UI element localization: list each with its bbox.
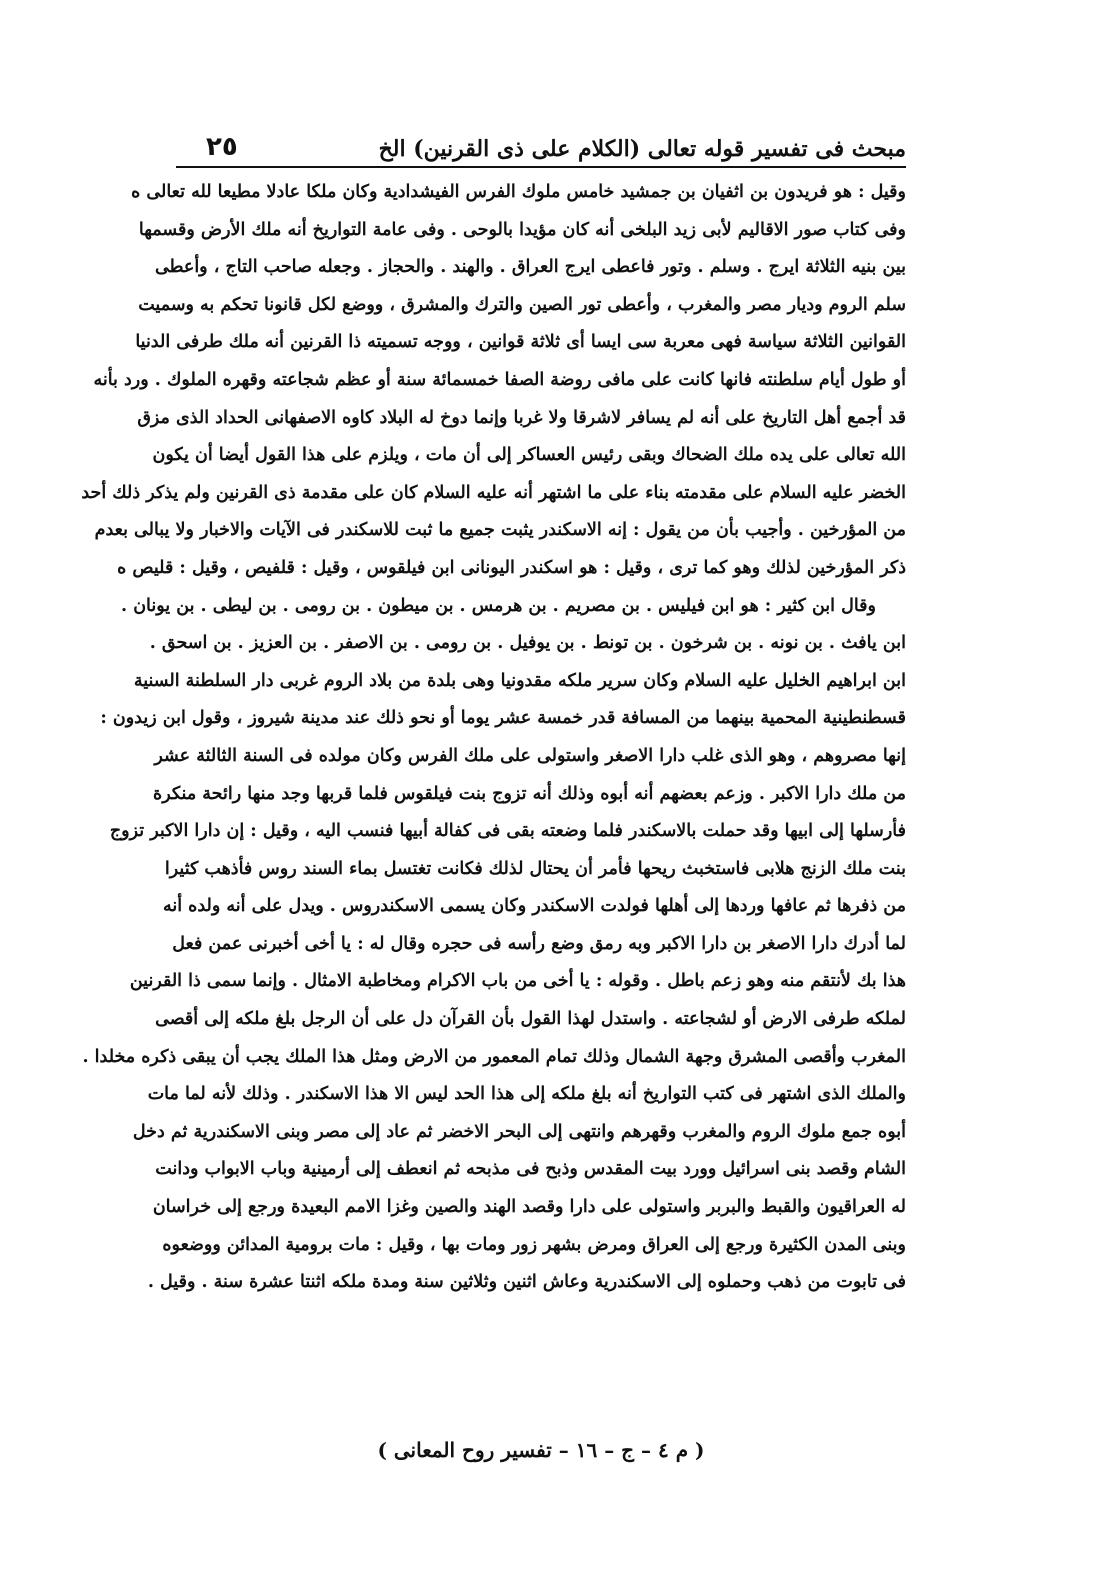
text-line: أبوه جمع ملوك الروم والمغرب وقهرهم وانتهى إلى البحر الاخضر ثم عاد إلى مصر وبنى الاسكندرية ثم دخل — [132, 1121, 906, 1142]
text-line: وفى كتاب صور الاقاليم لأبى زيد البلخى أنه كان مؤيدا بالوحى . وفى عامة التواريخ أنه ملك الأرض وقسمها — [138, 219, 906, 240]
text-line: وقال ابن كثير : هو ابن فيليس . بن مصريم . بن هرمس . بن ميطون . بن رومى . بن ليطى . بن يونان . — [121, 595, 876, 616]
text-line: لملكه طرفى الارض أو لشجاعته . واستدل لهذا القول بأن القرآن دل على أن الرجل بلغ ملكه إلى أقصى — [155, 1009, 906, 1030]
page-number: ٢٥ — [206, 132, 238, 162]
text-line: ابن ابراهيم الخليل عليه السلام وكان سرير ملكه مقدونيا وهى بلدة من بلاد الروم غربى دار السلطنة السنية — [133, 670, 906, 691]
text-line: القوانين الثلاثة سياسة فهى معربة سى ايسا أى ثلاثة قوانين ، ووجه تسميته ذا القرنين أنه ملك طرفى الدنيا — [135, 332, 906, 353]
body-text — [81, 174, 906, 1302]
text-line: ذكر المؤرخين لذلك وهو كما ترى ، وقيل : هو اسكندر اليونانى ابن فيلقوس ، وقيل : قلفيص ، وقيل : قليص ه — [117, 557, 906, 578]
text-line: الله تعالى على يده ملك الضحاك وبقى رئيس العساكر إلى أن مات ، ويلزم على هذا القول أيضا أن يكون — [152, 445, 906, 466]
signature-footer: ( م ٤ – ج – ١٦ – تفسير روح المعانى ) — [377, 1438, 705, 1462]
text-line: قد أجمع أهل التاريخ على أنه لم يسافر لاشرقا ولا غربا وإنما دوخ له البلاد كاوه الاصفهانى الحداد الذى مزق — [137, 407, 906, 428]
running-header-title: مبحث فى تفسير قوله تعالى (الكلام على ذى القرنين) الخ — [378, 136, 906, 162]
text-line: فأرسلها إلى ابيها وقد حملت بالاسكندر فلما وضعته بقى فى كفالة أبيها فنسب اليه ، وقيل : إن دارا الاكبر تزوج — [109, 821, 906, 842]
text-line: من ملك دارا الاكبر . وزعم بعضهم أنه أبوه وذلك أنه تزوج بنت فيلقوس فلما قربها وجد منها رائحة منكرة — [153, 783, 906, 804]
text-line: والملك الذى اشتهر فى كتب التواريخ أنه بلغ ملكه إلى هذا الحد ليس الا هذا الاسكندر . وذلك لأنه لما مات — [147, 1084, 906, 1105]
text-line: ابن يافث . بن نونه . بن شرخون . بن تونط . بن يوفيل . بن رومى . بن الاصفر . بن العزيز . بن اسحق . — [149, 633, 906, 654]
running-header — [176, 122, 906, 162]
text-line: من المؤرخين . وأجيب بأن من يقول : إنه الاسكندر يثبت جميع ما ثبت للاسكندر فى الآيات والاخبار ولا يبالى بعدم — [94, 520, 906, 541]
text-line: أو طول أيام سلطنته فانها كانت على مافى روضة الصفا خمسمائة سنة أو عظم شجاعته وقهره الملوك . ورد بأنه — [93, 369, 906, 390]
text-line: بنت ملك الزنج هلابى فاستخبث ريحها فأمر أن يحتال لذلك فكانت تغتسل بماء السند روس فأذهب كثيرا — [164, 858, 906, 879]
text-line: سلم الروم وديار مصر والمغرب ، وأعطى تور الصين والترك والمشرق ، ووضع لكل قانونا تحكم به وسميت — [138, 294, 906, 315]
text-line: المغرب وأقصى المشرق وجهة الشمال وذلك تمام المعمور من الارض ومثل هذا الملك يجب أن يبقى ذكره مخلدا . — [82, 1046, 906, 1067]
text-line: وبنى المدن الكثيرة ورجع إلى العراق ومرض بشهر زور ومات بها ، وقيل : مات برومية المدائن ووضعوه — [162, 1234, 906, 1255]
text-line: إنها مصروهم ، وهو الذى غلب دارا الاصغر واستولى على ملك الفرس وكان مولده فى السنة الثالثة عشر — [154, 745, 906, 766]
text-line: قسطنطينية المحمية بينهما من المسافة قدر خمسة عشر يوما أو نحو ذلك عند مدينة شيروز ، وقول ابن زيدون : — [100, 708, 906, 729]
text-line: وقيل : هو فريدون بن اثفيان بن جمشيد خامس ملوك الفرس الفيشدادية وكان ملكا عادلا مطيعا لله تعالى ه — [131, 182, 906, 202]
text-line: من ذفرها ثم عافها وردها إلى أهلها فولدت الاسكندر وكان يسمى الاسكندروس . ويدل على أنه ولده أنه — [162, 896, 906, 917]
text-line: الخضر عليه السلام على مقدمته بناء على ما اشتهر أنه عليه السلام كان على مقدمة ذى القرنين ولم يذكر ذلك أحد — [81, 482, 906, 503]
header-rule — [176, 166, 906, 168]
text-line: هذا بك لأنتقم منه وهو زعم باطل . وقوله : يا أخى من باب الاكرام ومخاطبة الامثال . وإنما سمى ذا القرنين — [129, 971, 906, 992]
text-line: بين بنيه الثلاثة ايرج . وسلم . وتور فاعطى ايرج العراق . والهند . والحجاز . وجعله صاحب التاج ، وأعطى — [154, 257, 906, 278]
text-line: فى تابوت من ذهب وحملوه إلى الاسكندرية وعاش اثنين وثلاثين سنة ومدة ملكه اثنتا عشرة سنة . وقيل . — [147, 1272, 906, 1293]
text-line: الشام وقصد بنى اسرائيل وورد بيت المقدس وذبح فى مذبحه ثم انعطف إلى أرمينية وباب الابواب ودانت — [155, 1159, 906, 1180]
text-line: له العراقيون والقبط والبربر واستولى على دارا وقصد الهند والصين وغزا الامم البعيدة ورجع إلى خراسان — [152, 1197, 906, 1218]
text-line: لما أدرك دارا الاصغر بن دارا الاكبر وبه رمق وضع رأسه فى حجره وقال له : يا أخى أخبرنى عمن فعل — [172, 933, 906, 954]
